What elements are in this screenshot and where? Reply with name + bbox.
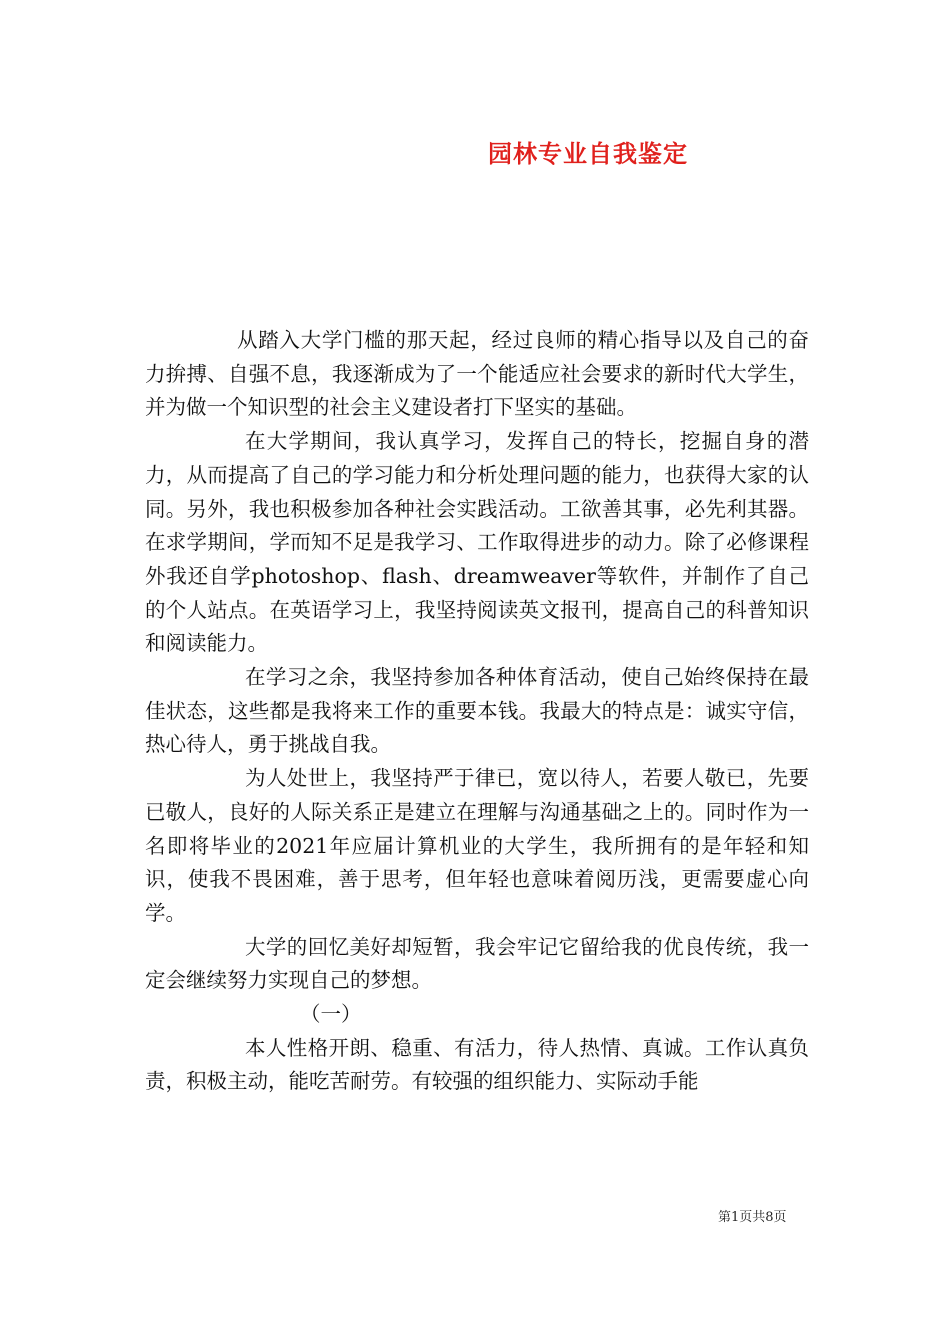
document-title: 园林专业自我鉴定 bbox=[488, 139, 688, 168]
paragraph-3: 在学习之余，我坚持参加各种体育活动，使自己始终保持在最佳状态，这些都是我将来工作的重要本钱。我最大的特点是：诚实守信，热心待人，勇于挑战自我。 bbox=[145, 665, 809, 757]
section-marker: （一） bbox=[300, 1002, 362, 1027]
paragraph-4: 为人处世上，我坚持严于律已，宽以待人，若要人敬已，先要已敬人，良好的人际关系正是建立在理解与沟通基础之上的。同时作为一名即将毕业的2021年应届计算机业的大学生，我所拥有的是年轻和知识，使我不畏困难，善于思考，但年轻也意味着阅历浅，更需要虚心向学。 bbox=[145, 766, 809, 925]
document-body bbox=[145, 324, 809, 1099]
paragraph-2: 在大学期间，我认真学习，发挥自己的特长，挖掘自身的潜力，从而提高了自己的学习能力和分析处理问题的能力，也获得大家的认同。另外，我也积极参加各种社会实践活动。工欲善其事，必先利其器。在求学期间，学而知不足是我学习、工作取得进步的动力。除了必修课程外我还自学photoshop、flash、dreamweaver等软件，并制作了自己的个人站点。在英语学习上，我坚持阅读英文报刊，提高自己的科普知识和阅读能力。 bbox=[145, 429, 809, 656]
page-number-footer: 第1页共8页 bbox=[718, 1210, 787, 1225]
paragraph-5: 大学的回忆美好却短暂，我会牢记它留给我的优良传统，我一定会继续努力实现自己的梦想。 bbox=[145, 934, 809, 993]
section-paragraph-1: 本人性格开朗、稳重、有活力，待人热情、真诚。工作认真负责，积极主动，能吃苦耐劳。有较强的组织能力、实际动手能 bbox=[145, 1035, 809, 1094]
paragraph-1: 从踏入大学门槛的那天起，经过良师的精心指导以及自己的奋力拚搏、自强不息，我逐渐成为了一个能适应社会要求的新时代大学生，并为做一个知识型的社会主义建设者打下坚实的基础。 bbox=[145, 328, 809, 420]
